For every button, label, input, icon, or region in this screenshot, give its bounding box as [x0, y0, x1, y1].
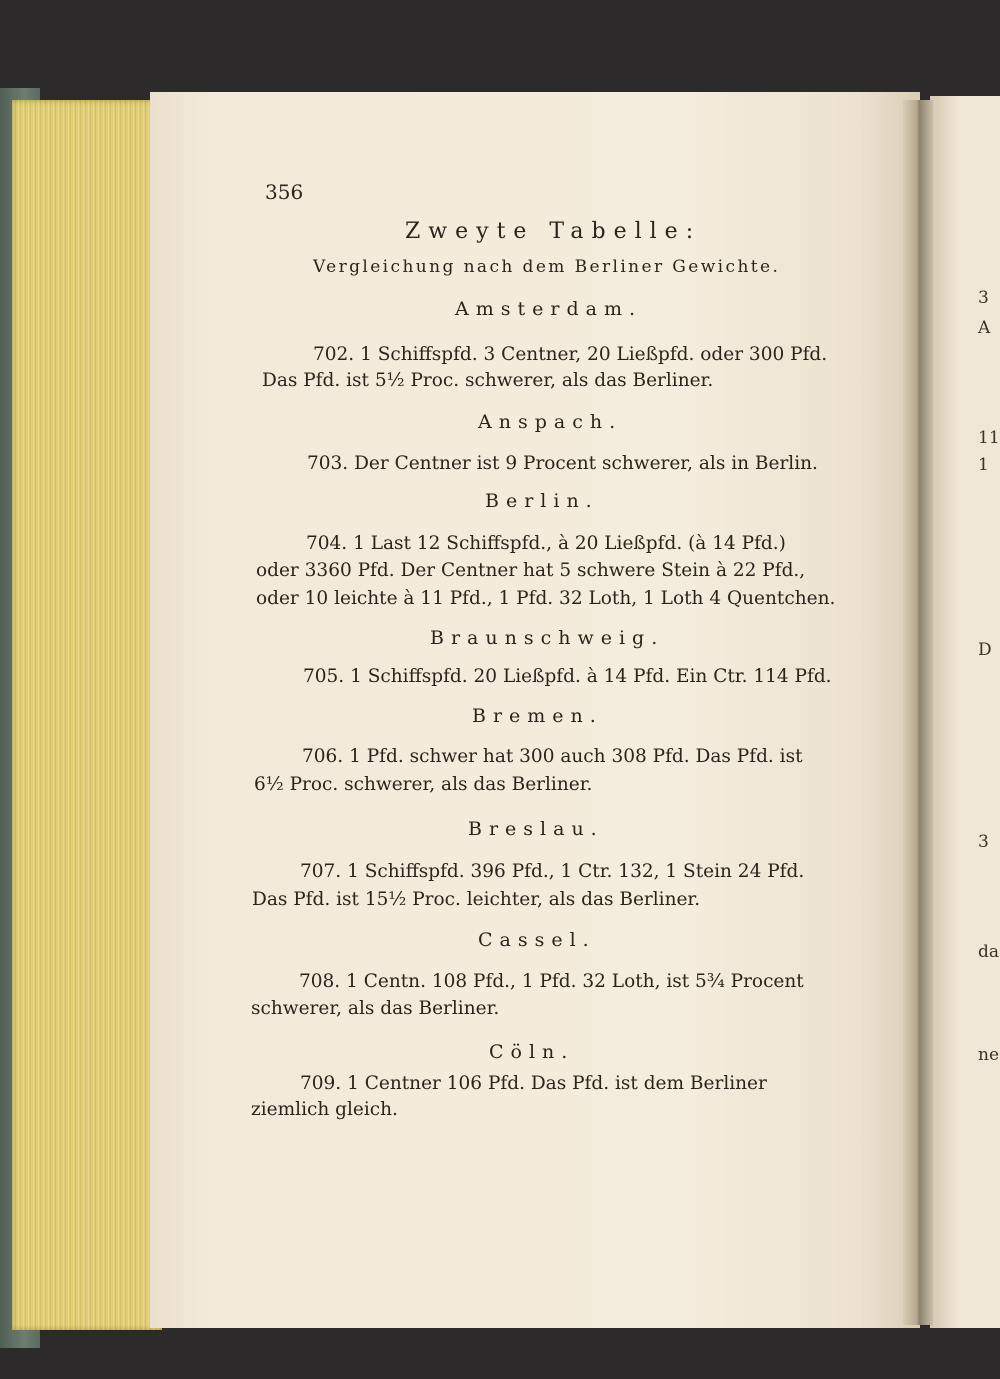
section-heading-coeln: Cöln. [489, 1041, 575, 1063]
entry-line: 6½ Proc. schwerer, als das Berliner. [254, 774, 593, 795]
page-title: Zweyte Tabelle: [405, 219, 702, 244]
facing-page-edge [930, 96, 1000, 1328]
entry-line: 704. 1 Last 12 Schiffspfd., à 20 Ließpfd. (à 14 Pfd.) [306, 533, 786, 554]
page-subtitle: Vergleichung nach dem Berliner Gewichte. [313, 257, 781, 277]
page-number: 356 [265, 180, 304, 204]
book-gutter [903, 100, 933, 1325]
entry-line: 702. 1 Schiffspfd. 3 Centner, 20 Ließpfd. oder 300 Pfd. [313, 344, 828, 365]
entry-line: 709. 1 Centner 106 Pfd. Das Pfd. ist dem Berliner [300, 1073, 767, 1094]
gilded-page-edges [12, 100, 162, 1330]
section-heading-berlin: Berlin. [485, 490, 599, 512]
entry-line: 706. 1 Pfd. schwer hat 300 auch 308 Pfd. Das Pfd. ist [302, 746, 803, 767]
entry-line: 705. 1 Schiffspfd. 20 Ließpfd. à 14 Pfd. Ein Ctr. 114 Pfd. [303, 666, 832, 687]
facing-page-fragment: da [978, 942, 1000, 962]
section-heading-breslau: Breslau. [468, 818, 604, 840]
section-heading-bremen: Bremen. [472, 705, 603, 727]
facing-page-fragment: 3 [978, 288, 989, 308]
entry-line: 708. 1 Centn. 108 Pfd., 1 Pfd. 32 Loth, ist 5¾ Procent [299, 971, 804, 992]
facing-page-fragment: D [978, 640, 992, 660]
entry-line: ziemlich gleich. [251, 1099, 398, 1120]
section-heading-anspach: Anspach. [478, 411, 623, 433]
entry-line: schwerer, als das Berliner. [251, 998, 500, 1019]
entry-line: 703. Der Centner ist 9 Procent schwerer, als in Berlin. [307, 453, 818, 474]
entry-line: oder 10 leichte à 11 Pfd., 1 Pfd. 32 Loth, 1 Loth 4 Quentchen. [256, 588, 836, 609]
section-heading-braunschweig: Braunschweig. [430, 627, 665, 649]
entry-line: 707. 1 Schiffspfd. 396 Pfd., 1 Ctr. 132, 1 Stein 24 Pfd. [300, 861, 805, 882]
facing-page-fragment: A [978, 318, 991, 338]
facing-page-fragment: 3 [978, 832, 989, 852]
entry-line: oder 3360 Pfd. Der Centner hat 5 schwere Stein à 22 Pfd., [256, 560, 806, 581]
facing-page-fragment: 1 [978, 455, 989, 475]
entry-line: Das Pfd. ist 5½ Proc. schwerer, als das Berliner. [262, 370, 714, 391]
facing-page-fragment: 11 [978, 428, 1000, 448]
section-heading-cassel: Cassel. [478, 929, 596, 951]
entry-line: Das Pfd. ist 15½ Proc. leichter, als das Berliner. [252, 889, 701, 910]
facing-page-fragment: ne [978, 1045, 1000, 1065]
section-heading-amsterdam: Amsterdam. [455, 298, 642, 320]
